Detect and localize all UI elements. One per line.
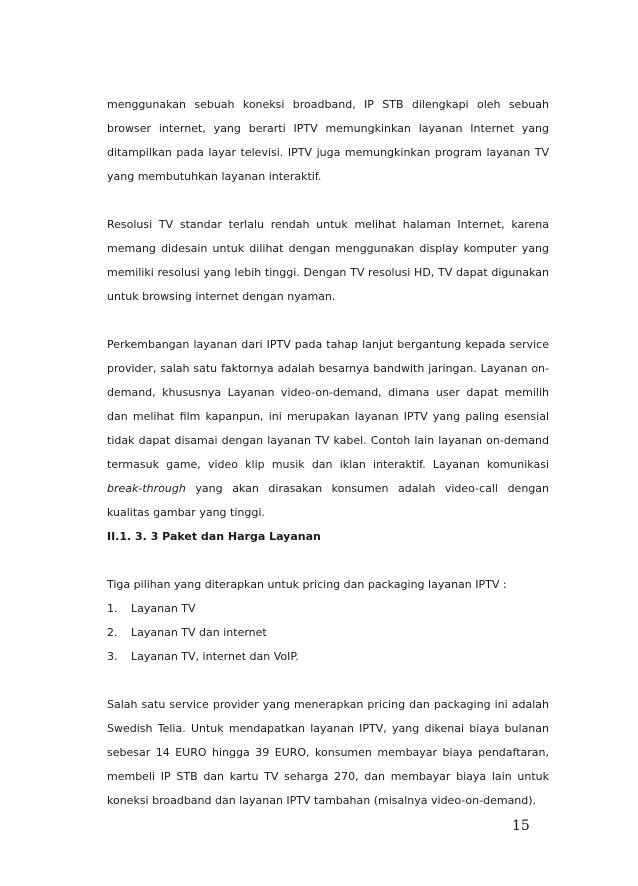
section-heading: II.1. 3. 3 Paket dan Harga Layanan xyxy=(107,530,321,543)
package-list xyxy=(107,597,549,669)
list-item xyxy=(107,597,549,621)
list-number: 1. xyxy=(107,602,118,615)
list-number: 3. xyxy=(107,650,118,663)
page-number: 15 xyxy=(512,818,530,834)
paragraph-tv-resolution: Resolusi TV standar terlalu rendah untuk melihat halaman Internet, karena memang didesain untuk dilihat dengan menggunakan display komputer yang memiliki resolusi yang lebih tinggi. Dengan TV resolusi HD, TV dapat digunakan untuk browsing internet dengan nyaman. xyxy=(107,218,549,303)
list-number: 2. xyxy=(107,626,118,639)
list-item xyxy=(107,645,549,669)
paragraph-telia-example: Salah satu service provider yang menerapkan pricing dan packaging ini adalah Swedish Telia. Untuk mendapatkan layanan IPTV, yang dikenai biaya bulanan sebesar 14 EURO hingga 39 EURO, konsumen membayar biaya pendaftaran, membeli IP STB dan kartu TV seharga 270, dan membayar biaya lain untuk koneksi broadband dan layanan IPTV tambahan (misalnya video-on-demand). xyxy=(107,698,549,807)
italic-term: break-through xyxy=(107,482,186,495)
section-intro: Tiga pilihan yang diterapkan untuk pricing dan packaging layanan IPTV : xyxy=(107,578,507,591)
paragraph-text: Perkembangan layanan dari IPTV pada tahap lanjut bergantung kepada service provider, salah satu faktornya adalah besarnya bandwith jaringan. Layanan on-demand, khususnya Layanan video-on-demand, dimana user dapat memilih dan melihat film kapanpun, ini merupakan layanan IPTV yang paling esensial tidak dapat disamai dengan layanan TV kabel. Contoh lain layanan on-demand termasuk game, video klip musik dan iklan interaktif. Layanan komunikasi xyxy=(107,338,549,471)
paragraph-text: yang akan dirasakan konsumen adalah video-call dengan kualitas gambar yang tinggi. xyxy=(107,482,549,519)
list-text: Layanan TV, internet dan VoIP. xyxy=(131,650,299,663)
paragraph-iptv-development xyxy=(107,333,549,525)
list-text: Layanan TV xyxy=(131,602,196,615)
paragraph-iptv-browser: menggunakan sebuah koneksi broadband, IP STB dilengkapi oleh sebuah browser internet, yang berarti IPTV memungkinkan layanan Internet yang ditampilkan pada layar televisi. IPTV juga memungkinkan program layanan TV yang membutuhkan layanan interaktif. xyxy=(107,98,549,183)
list-text: Layanan TV dan internet xyxy=(131,626,267,639)
document-body xyxy=(107,93,549,813)
list-item xyxy=(107,621,549,645)
